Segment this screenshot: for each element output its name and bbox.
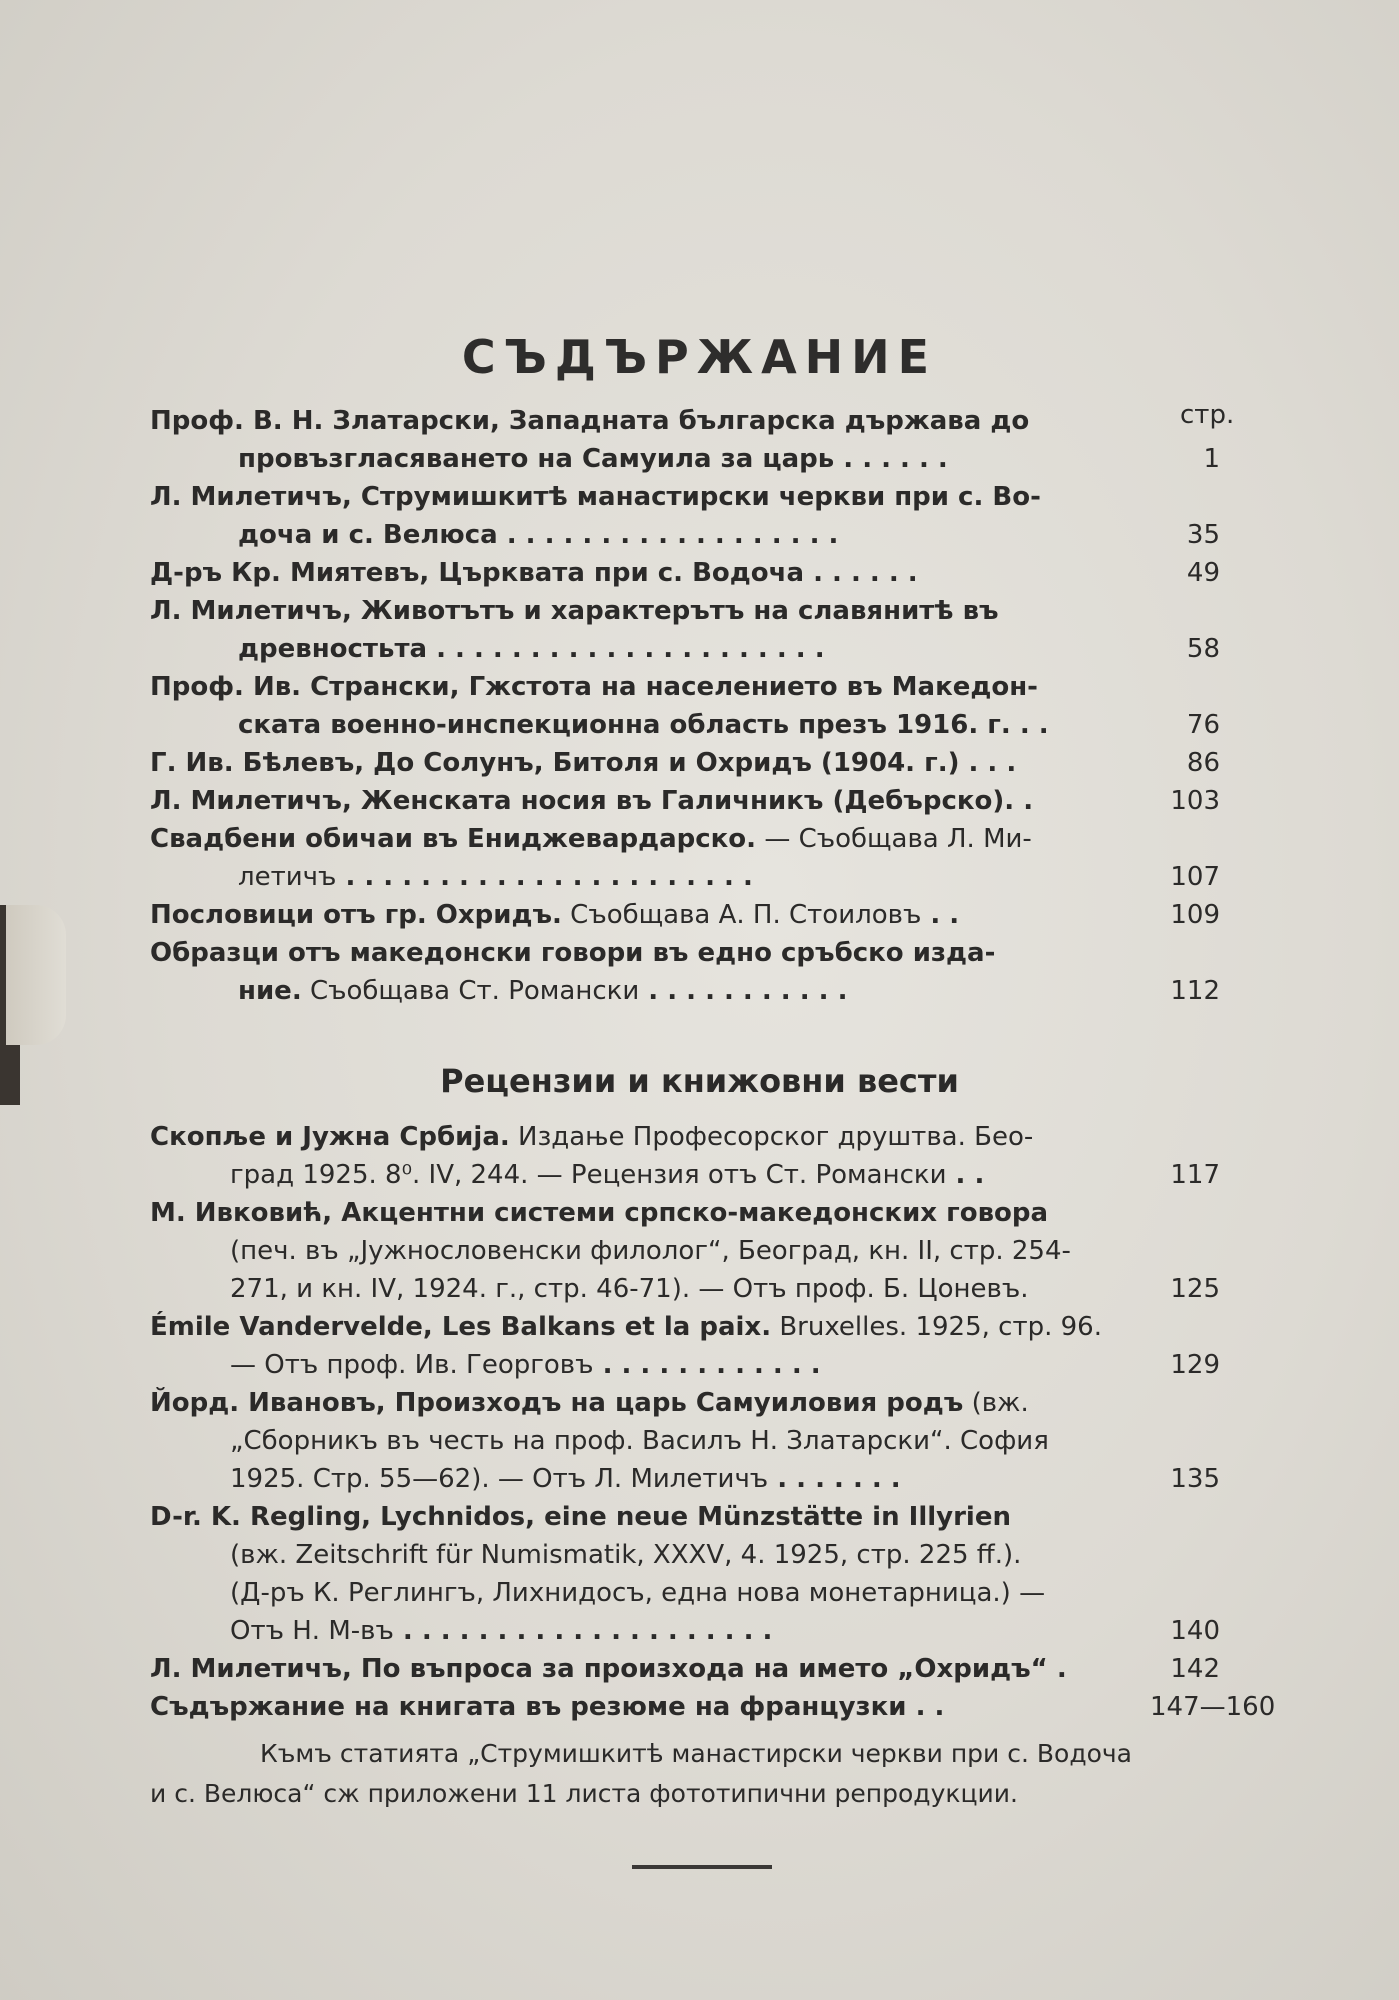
toc-entry-line bbox=[150, 1232, 1150, 1270]
toc-entry-text bbox=[150, 1194, 1150, 1308]
toc-text-segment: . . . . . . . . . . . . . . . . . . . . bbox=[393, 1616, 773, 1646]
toc-entry-line bbox=[150, 402, 1150, 440]
toc-entry-line bbox=[150, 1612, 1150, 1650]
toc-entry-line bbox=[150, 1270, 1150, 1308]
toc-text-segment: Издање Професорског друштва. Бео- bbox=[509, 1122, 1034, 1152]
note-line: Къмъ статията „Струмишкитѣ манастирски черкви при с. Водоча bbox=[260, 1739, 1132, 1768]
toc-entry bbox=[150, 934, 1220, 1010]
toc-text-segment: Bruxelles. 1925, стр. 96. bbox=[771, 1312, 1102, 1342]
toc-entry bbox=[150, 592, 1220, 668]
toc-page-number: 125 bbox=[1170, 1274, 1220, 1304]
toc-text-segment: . . bbox=[946, 1160, 985, 1190]
toc-text-segment: (вж. Zeitschrift für Numismatik, XXXV, 4. 1925, стр. 225 ff.). bbox=[230, 1540, 1022, 1570]
toc-text-segment: Д-ръ Кр. Миятевъ, Църквата при с. Водоча bbox=[150, 558, 805, 588]
toc-entry-line bbox=[150, 706, 1150, 744]
toc-page-number: 76 bbox=[1186, 710, 1220, 740]
toc-entry-text bbox=[150, 1308, 1150, 1384]
toc-page-number: 86 bbox=[1186, 748, 1220, 778]
divider-rule bbox=[632, 1865, 772, 1869]
toc-page-number: 1 bbox=[1203, 444, 1220, 474]
toc-entry-line bbox=[150, 934, 1150, 972]
toc-entry-text bbox=[150, 402, 1150, 478]
toc-entry-line bbox=[150, 972, 1150, 1010]
toc-entry bbox=[150, 1194, 1220, 1308]
contents-list bbox=[150, 402, 1220, 1010]
toc-page-number: 49 bbox=[1186, 558, 1220, 588]
toc-text-segment: (вж. bbox=[963, 1388, 1029, 1418]
toc-entry-line bbox=[150, 1460, 1150, 1498]
toc-text-segment: . . . . . . bbox=[804, 558, 918, 588]
toc-entry bbox=[150, 1384, 1220, 1498]
toc-entry-text bbox=[150, 592, 1150, 668]
toc-entry bbox=[150, 782, 1220, 820]
toc-text-segment: древностьта bbox=[238, 634, 428, 664]
toc-text-segment: . . . . . . bbox=[834, 444, 948, 474]
toc-text-segment: Свадбени обичаи въ Ениджевардарско. bbox=[150, 824, 757, 854]
toc-entry-line bbox=[150, 896, 1150, 934]
toc-text-segment: — Отъ проф. Ив. Георговъ bbox=[230, 1350, 594, 1380]
toc-entry-text bbox=[150, 668, 1150, 744]
toc-text-segment: . . bbox=[921, 900, 960, 930]
toc-entry-line bbox=[150, 1574, 1150, 1612]
page-tear bbox=[6, 905, 66, 1045]
toc-page-number: 107 bbox=[1170, 862, 1220, 892]
toc-entry-line bbox=[150, 1384, 1150, 1422]
toc-text-segment: 1925. Стр. 55—62). — Отъ Л. Милетичъ bbox=[230, 1464, 769, 1494]
toc-text-segment: . . . . . . . . . . . . bbox=[593, 1350, 821, 1380]
toc-text-segment: Проф. Ив. Странски, Гжстота на населението въ Македон- bbox=[150, 672, 1038, 702]
toc-text-segment: D-r. K. Regling, Lychnidos, eine neue Münzstätte in Illyrien bbox=[150, 1502, 1011, 1532]
toc-entry bbox=[150, 820, 1220, 896]
toc-entry-text bbox=[150, 744, 1150, 782]
toc-text-segment: . . . . . . . . . . . bbox=[639, 976, 848, 1006]
toc-entry bbox=[150, 1118, 1220, 1194]
toc-text-segment: . . . . . . . . . . . . . . . . . . bbox=[497, 520, 839, 550]
toc-text-segment: . . bbox=[1010, 710, 1049, 740]
toc-text-segment: Съобщава Ст. Романски bbox=[301, 976, 640, 1006]
toc-entry-line bbox=[150, 1308, 1150, 1346]
toc-entry-line bbox=[150, 820, 1150, 858]
toc-page-number: 135 bbox=[1170, 1464, 1220, 1494]
toc-text-segment: „Сборникъ въ честь на проф. Василъ Н. Златарски“. София bbox=[230, 1426, 1049, 1456]
toc-entry bbox=[150, 668, 1220, 744]
toc-text-segment: (Д-ръ К. Реглингъ, Лихнидосъ, една нова монетарница.) — bbox=[230, 1578, 1046, 1608]
toc-entry-line bbox=[150, 1194, 1150, 1232]
toc-entry bbox=[150, 554, 1220, 592]
toc-text-segment: (печ. въ „Јужнословенски филолог“, Београд, кн. II, стр. 254- bbox=[230, 1236, 1071, 1266]
toc-text-segment: . . bbox=[906, 1692, 945, 1722]
toc-page-number: 147—160 bbox=[1150, 1692, 1276, 1722]
page-column-label: стр. bbox=[1180, 400, 1235, 430]
toc-page-number: 58 bbox=[1186, 634, 1220, 664]
toc-text-segment: Л. Милетичъ, По въпроса за произхода на името „Охридъ“ bbox=[150, 1654, 1048, 1684]
toc-text-segment: . . . . . . . . . . . . . . . . . . . . . . bbox=[336, 862, 753, 892]
toc-entry-line bbox=[150, 516, 1150, 554]
toc-entry-text bbox=[150, 1384, 1150, 1498]
toc-page-number: 35 bbox=[1186, 520, 1220, 550]
toc-text-segment: — Съобщава Л. Ми- bbox=[756, 824, 1032, 854]
reviews-heading: Рецензии и книжовни вести bbox=[440, 1062, 959, 1100]
toc-entry-line bbox=[150, 1346, 1150, 1384]
toc-text-segment: Émile Vandervelde, Les Balkans et la paix. bbox=[150, 1312, 772, 1342]
toc-text-segment: провъзгласяването на Самуила за царь bbox=[238, 444, 835, 474]
toc-entry-line bbox=[150, 1422, 1150, 1460]
toc-page-number: 112 bbox=[1170, 976, 1220, 1006]
toc-entry-line bbox=[150, 592, 1150, 630]
toc-text-segment: . . . . . . . . . . . . . . . . . . . . . bbox=[427, 634, 825, 664]
note-line: и с. Велюса“ сж приложени 11 листа фототипични репродукции. bbox=[150, 1779, 1018, 1808]
toc-entry bbox=[150, 1308, 1220, 1384]
toc-text-segment: Съдържание на книгата въ резюме на французки bbox=[150, 1692, 907, 1722]
toc-entry bbox=[150, 1650, 1220, 1688]
toc-entry-line bbox=[150, 1650, 1150, 1688]
toc-text-segment: ската военно-инспекционна область презъ 1916. г. bbox=[238, 710, 1011, 740]
toc-entry-line bbox=[150, 744, 1150, 782]
toc-entry bbox=[150, 478, 1220, 554]
toc-page-number: 142 bbox=[1170, 1654, 1220, 1684]
toc-text-segment: 271, и кн. IV, 1924. г., стр. 46-71). — Отъ проф. Б. Цоневъ. bbox=[230, 1274, 1029, 1304]
toc-entry-line bbox=[150, 1688, 1150, 1726]
toc-text-segment: Проф. В. Н. Златарски, Западната българска държава до bbox=[150, 406, 1030, 436]
toc-entry-text bbox=[150, 820, 1150, 896]
toc-page-number: 140 bbox=[1170, 1616, 1220, 1646]
toc-entry-text bbox=[150, 554, 1150, 592]
toc-text-segment: Отъ Н. М-въ bbox=[230, 1616, 394, 1646]
toc-text-segment: Л. Милетичъ, Животътъ и характерътъ на славянитѣ въ bbox=[150, 596, 999, 626]
toc-entry-line bbox=[150, 782, 1150, 820]
toc-entry-line bbox=[150, 1156, 1150, 1194]
toc-page-number: 117 bbox=[1170, 1160, 1220, 1190]
toc-text-segment: . . . bbox=[959, 748, 1017, 778]
toc-text-segment: Л. Милетичъ, Женската носия въ Галичникъ (Дебърско) bbox=[150, 786, 1005, 816]
toc-entry-text bbox=[150, 478, 1150, 554]
toc-text-segment: . . . . . . . bbox=[768, 1464, 901, 1494]
toc-entry-text bbox=[150, 1118, 1150, 1194]
toc-entry-line bbox=[150, 668, 1150, 706]
toc-entry bbox=[150, 402, 1220, 478]
toc-text-segment: доча и с. Велюса bbox=[238, 520, 498, 550]
toc-entry-text bbox=[150, 782, 1150, 820]
note bbox=[150, 1734, 1210, 1814]
toc-page-number: 103 bbox=[1170, 786, 1220, 816]
toc-text-segment: летичъ bbox=[238, 862, 337, 892]
toc-text-segment: Л. Милетичъ, Струмишкитѣ манастирски черкви при с. Во- bbox=[150, 482, 1041, 512]
toc-entry-text bbox=[150, 1688, 1150, 1726]
toc-entry-line bbox=[150, 478, 1150, 516]
toc-entry-line bbox=[150, 1118, 1150, 1156]
toc-entry-line bbox=[150, 1498, 1150, 1536]
toc-text-segment: Пословици отъ гр. Охридъ. bbox=[150, 900, 562, 930]
toc-text-segment: . bbox=[1047, 1654, 1067, 1684]
toc-entry-text bbox=[150, 934, 1150, 1010]
toc-entry-line bbox=[150, 858, 1150, 896]
toc-text-segment: град 1925. 8⁰. IV, 244. — Рецензия отъ Ст. Романски bbox=[230, 1160, 947, 1190]
toc-entry bbox=[150, 1688, 1276, 1726]
toc-entry-line bbox=[150, 554, 1150, 592]
toc-entry-line bbox=[150, 630, 1150, 668]
toc-text-segment: ние. bbox=[238, 976, 302, 1006]
toc-entry bbox=[150, 1498, 1220, 1650]
toc-text-segment: . . bbox=[1004, 786, 1034, 816]
toc-entry-line bbox=[150, 440, 1150, 478]
reviews-list bbox=[150, 1118, 1276, 1726]
toc-text-segment: Съобщава А. П. Стоиловъ bbox=[561, 900, 922, 930]
toc-text-segment: М. Ивковић, Акцентни системи српско-македонских говора bbox=[150, 1198, 1049, 1228]
toc-text-segment: Скопље и Јужна Србија. bbox=[150, 1122, 510, 1152]
toc-page-number: 129 bbox=[1170, 1350, 1220, 1380]
page-title: СЪДЪРЖАНИЕ bbox=[461, 330, 938, 384]
toc-entry-text bbox=[150, 896, 1150, 934]
toc-entry-text bbox=[150, 1498, 1150, 1650]
toc-entry bbox=[150, 896, 1220, 934]
toc-entry bbox=[150, 744, 1220, 782]
toc-entry-text bbox=[150, 1650, 1150, 1688]
toc-text-segment: Образци отъ македонски говори въ едно сръбско изда- bbox=[150, 938, 996, 968]
toc-text-segment: Г. Ив. Бѣлевъ, До Солунъ, Битоля и Охридъ (1904. г.) bbox=[150, 748, 960, 778]
toc-page-number: 109 bbox=[1170, 900, 1220, 930]
toc-entry-line bbox=[150, 1536, 1150, 1574]
toc-text-segment: Йорд. Ивановъ, Произходъ на царь Самуиловия родъ bbox=[150, 1388, 964, 1418]
